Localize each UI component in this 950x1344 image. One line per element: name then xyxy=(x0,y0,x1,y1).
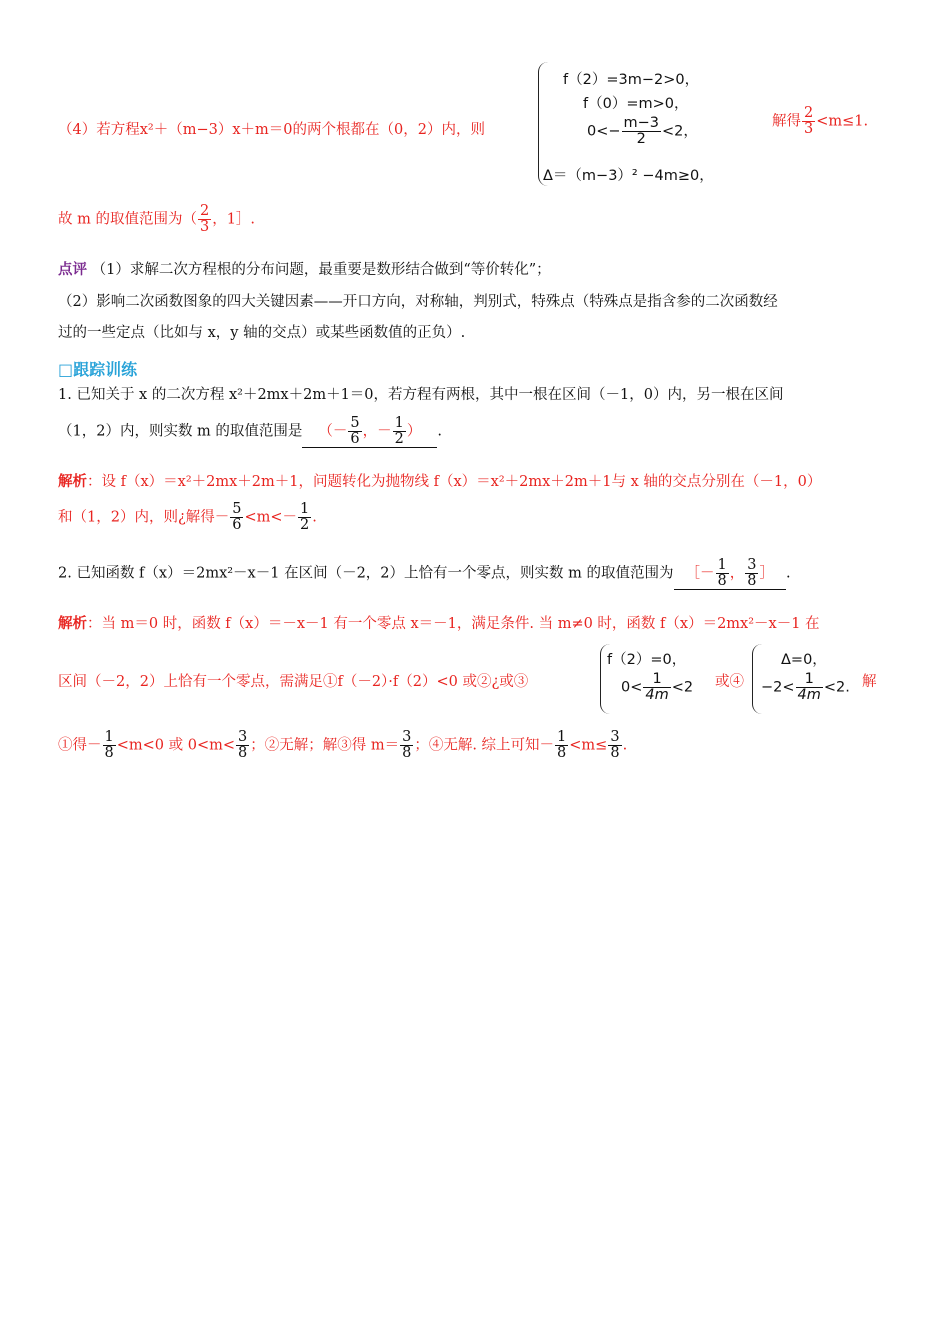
ex2-sys3-row2-a: 0< xyxy=(621,679,643,696)
ex2-ans-frac1-d: 8 xyxy=(717,573,727,590)
ex2-sys4-row2-a: −2< xyxy=(761,679,795,696)
ex1-ans-frac1 xyxy=(348,416,361,447)
conclusion-frac xyxy=(198,204,211,235)
ex2-or4: 或④ xyxy=(715,674,744,690)
ex2-ans-frac1 xyxy=(716,558,729,589)
comment-p1-text: （1）求解二次方程根的分布问题，最重要是数形结合做到“等价转化”； xyxy=(91,262,551,278)
q4-sys-frac-n: m−3 xyxy=(623,115,660,131)
ex2-sys3-frac-d: 4m xyxy=(645,687,669,704)
ex2-l3-frac1-d: 8 xyxy=(104,745,114,762)
q4-solve-tail: <m≤1. xyxy=(816,113,869,130)
ex2-l3f: . xyxy=(622,737,628,754)
ex2-ans-close: ］ xyxy=(759,565,774,582)
ex2-sol-label: 解析 xyxy=(58,616,87,632)
ex2-sol-line2: 区间（－2，2）上恰有一个零点，需满足①f（－2）·f（2）<0 或②¿或③ xyxy=(58,674,529,690)
ex2-sys4-frac-d: 4m xyxy=(797,687,821,704)
ex2-sys4-row2-b: <2. xyxy=(823,679,850,696)
ex2-l3-frac3-d: 8 xyxy=(402,745,412,762)
ex1-line1: 1. 已知关于 x 的二次方程 x²＋2mx＋2m＋1＝0，若方程有两根，其中一根在区间（－1，0）内，另一根在区间 xyxy=(58,387,784,403)
ex1-sol-frac1-n: 5 xyxy=(232,501,242,517)
ex2-ans-frac2 xyxy=(745,558,758,589)
section-heading: □跟踪训练 xyxy=(58,360,138,379)
ex2-ans-frac1-n: 1 xyxy=(717,557,727,573)
q4-equation: x²＋（m−3）x＋m＝0的两个根都在（0，2）内，则 xyxy=(139,122,485,138)
ex2-l3e: <m≤ xyxy=(569,737,608,754)
ex2-l3c: ；②无解；解③得 m＝ xyxy=(250,737,400,754)
ex2-sys4-row2 xyxy=(761,672,850,703)
q4-sys-row3-b: <2， xyxy=(662,123,698,140)
ex2-sol-line1 xyxy=(58,612,820,633)
ex1-sol-l2: 和（1，2）内，则¿解得－ xyxy=(58,509,230,526)
ex2-ans-frac2-d: 8 xyxy=(747,573,757,590)
comment-p1 xyxy=(58,258,551,279)
ex2-sys3-row1: f（2）=0， xyxy=(607,652,687,668)
ex1-sol-mid: <m<－ xyxy=(244,509,298,526)
ex2-l3-frac3 xyxy=(400,730,413,761)
comment-label: 点评 xyxy=(58,262,87,278)
ex1-ans-open: （－ xyxy=(318,423,348,440)
ex2-sol-line3 xyxy=(58,730,627,761)
ex2-answer xyxy=(674,558,786,590)
q4-line xyxy=(58,118,485,139)
ex1-line2 xyxy=(58,416,442,448)
ex1-sol-frac1-d: 6 xyxy=(232,517,242,534)
ex1-sol-frac2-n: 1 xyxy=(300,501,310,517)
q4-solve-frac-n: 2 xyxy=(804,105,814,121)
q4-sys-frac-d: 2 xyxy=(636,131,646,148)
ex2-l3a: ①得－ xyxy=(58,737,102,754)
ex2-l3-frac1-n: 1 xyxy=(104,729,114,745)
ex1-sol-line2 xyxy=(58,502,317,533)
ex2-l3-frac4 xyxy=(555,730,568,761)
ex1-sol-frac2 xyxy=(298,502,311,533)
q4-sys-row2: f（0）=m>0， xyxy=(583,96,689,112)
ex2-sys3-row2-b: <2 xyxy=(671,679,694,696)
q4-sys-row3-a: 0<− xyxy=(587,123,621,140)
ex2-sys3-frac xyxy=(643,672,670,703)
ex1-sol-label: 解析 xyxy=(58,474,87,490)
q4-sys-frac xyxy=(622,116,662,147)
ex2-l3-frac4-n: 1 xyxy=(557,729,567,745)
ex2-l3-frac2-d: 8 xyxy=(238,745,248,762)
ex2-l3-frac5 xyxy=(608,730,621,761)
ex2-l3b: <m<0 或 0<m< xyxy=(116,737,235,754)
ex1-ans-frac1-n: 5 xyxy=(350,415,360,431)
ex2-l3-frac5-d: 8 xyxy=(610,745,620,762)
ex2-system4 xyxy=(752,644,863,714)
ex1-sol-line1 xyxy=(58,470,821,491)
q4-solve-frac xyxy=(802,106,815,137)
ex1-ans-frac2 xyxy=(393,416,406,447)
ex2-sys4-frac xyxy=(796,672,823,703)
ex1-ans-frac1-d: 6 xyxy=(350,431,360,448)
q4-sys-row1: f（2）=3m−2>0， xyxy=(563,72,700,88)
ex1-ans-mid: ，－ xyxy=(362,423,392,440)
ex2-ans-frac2-n: 3 xyxy=(747,557,757,573)
q4-prefix: （4）若方程 xyxy=(58,122,140,138)
q4-sys-row4: Δ＝（m−3）² −4m≥0， xyxy=(543,168,714,184)
ex1-sol-l1: ：设 f（x）＝x²＋2mx＋2m＋1，问题转化为抛物线 f（x）＝x²＋2mx＋2m＋1与 x 轴的交点分别在（－1，0） xyxy=(87,474,822,490)
q4-solve-label: 解得 xyxy=(772,113,801,130)
ex2-l3-frac4-d: 8 xyxy=(557,745,567,762)
ex2-system3 xyxy=(600,644,711,714)
ex2-l3-frac1 xyxy=(103,730,116,761)
ex2-l3-frac2-n: 3 xyxy=(238,729,248,745)
conclusion-tail: ，1］. xyxy=(212,211,256,228)
conclusion-line xyxy=(58,204,255,235)
ex2-line1-text: 2. 已知函数 f（x）＝2mx²－x－1 在区间（－2，2）上恰有一个零点，则实数 m 的取值范围为 xyxy=(58,565,674,582)
conclusion-text: 故 m 的取值范围为（ xyxy=(58,211,197,228)
ex1-sol-frac1 xyxy=(230,502,243,533)
comment-p2b: 过的一些定点（比如与 x，y 轴的交点）或某些函数值的正负）. xyxy=(58,325,466,341)
q4-system xyxy=(538,62,739,186)
ex1-ans-close: ） xyxy=(406,423,422,440)
ex2-l3-frac5-n: 3 xyxy=(610,729,620,745)
ex2-jie: 解 xyxy=(862,674,877,690)
ex2-sys3-row2 xyxy=(621,672,693,703)
ex1-answer xyxy=(302,416,437,448)
ex2-ans-open: ［－ xyxy=(685,565,715,582)
ex2-sys4-row1: Δ=0， xyxy=(781,652,827,668)
comment-p2a: （2）影响二次函数图象的四大关键因素——开口方向，对称轴，判别式，特殊点（特殊点是指含参的二次函数经 xyxy=(58,294,778,310)
ex2-l3-frac3-n: 3 xyxy=(402,729,412,745)
conclusion-frac-d: 3 xyxy=(199,219,210,236)
ex2-sol-l1: ：当 m＝0 时，函数 f（x）＝－x－1 有一个零点 x＝－1，满足条件. 当 m≠0 时，函数 f（x）＝2mx²－x－1 在 xyxy=(87,616,820,632)
q4-sys-row3 xyxy=(587,116,698,147)
ex2-l3d: ；④无解. 综上可知－ xyxy=(414,737,555,754)
q4-solve xyxy=(772,106,868,137)
ex2-ans-mid: ， xyxy=(729,565,745,582)
ex2-end: . xyxy=(785,565,791,582)
conclusion-frac-n: 2 xyxy=(199,203,210,219)
ex2-sys3-frac-n: 1 xyxy=(643,672,670,688)
ex2-sys4-frac-n: 1 xyxy=(796,672,823,688)
q4-solve-frac-d: 3 xyxy=(804,121,814,138)
ex1-line2-text: （1，2）内，则实数 m 的取值范围是 xyxy=(58,423,303,440)
ex1-ans-frac2-n: 1 xyxy=(394,415,404,431)
ex1-ans-frac2-d: 2 xyxy=(394,431,404,448)
ex1-end: . xyxy=(437,423,442,440)
ex2-l3-frac2 xyxy=(236,730,249,761)
ex1-sol-end: . xyxy=(312,509,317,526)
ex2-line1 xyxy=(58,558,791,590)
ex1-sol-frac2-d: 2 xyxy=(300,517,310,534)
